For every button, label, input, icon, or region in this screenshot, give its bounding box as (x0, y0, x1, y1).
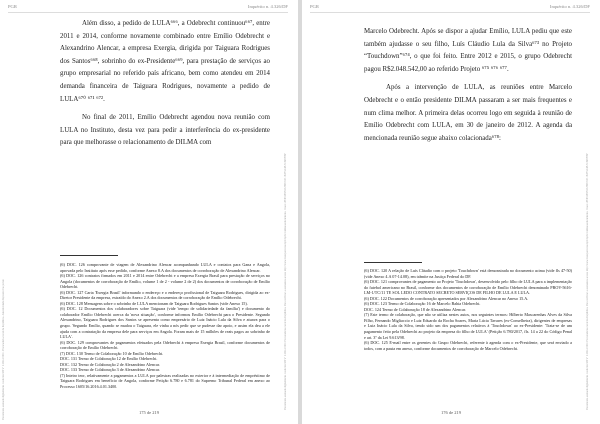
footnote: (6) DOC. 128 Mensagens sobre o sobrinho de LULA mencionam de Taiguara Rodrigues Santos (vide Anexo 15). (60, 300, 248, 306)
footnote: DOC. 132 Termo de Colaboração 2 de Alexandrino Alencar. (60, 361, 160, 367)
footnote-rule (364, 262, 422, 263)
paragraph: Marcelo Odebrecht. Após se dispor a ajudar Emílio, LULA pediu que este também ajudasse o seu filho, Luís Cláudio Lula da Silva⁶⁷³ no Projeto “Touchdown”⁶⁷⁴, o que foi feito. Entre 2012 e 2015, o grupo Odebrecht pagou R$2.048.542,00 ao referido Projeto ⁶⁷⁵ ⁶⁷⁶ ⁶⁷⁷. (364, 28, 572, 73)
footnote: (6) DOC. 120 A relação de Luís Cláudio com o projeto 'Touchdown' está demonstrada no documento acima (vide fls 47-50) (vide Anexo 4.A 07-14.08), em trâmite na Justiça Federal do DF. (364, 268, 572, 279)
footnote: (7) Este termo de colaboração, que não se utiliza nestes autos, nos seguintes termos: Hilberto Mascarenhas Alves da Silva Filho, Fernando Migliaccio e Luiz Eduardo da Rocha Soares, Maria Lúcia Tavares (ex-Conselheira), dirigentes de empresas e Luiz Inácio Lula da Silva, tendo sido um dos pagamentos relativos à 'Touchdown' ao ex-Presidente: 'Trata-se de um pagamento feito pela Odebrecht ao projeto da empresa do filho de LULA' (Petição 6.780/2017, fls. 14 a 22 do Código Penal e art. 3º da Lei 9.613/98. (364, 312, 572, 340)
page-number: 175 de 219 (139, 410, 159, 415)
header-right: Inquérito n. 4.326/DF (247, 4, 288, 9)
header-left: PGR (310, 4, 319, 9)
page-header (8, 4, 288, 9)
paragraph: Após a intervenção de LULA, as reuniões entre Marcelo Odebrecht e o então presidente DILMA passaram a ser mais frequentes e num clima melhor. A primeira delas ocorreu logo em seguida à reunião de Emílio Odebrecht com LULA, em 30 de janeiro de 2012. A agenda da mencionada reunião segue abaixo colacionada⁶⁷⁸: (364, 84, 572, 142)
right-page (302, 0, 600, 424)
header-left: PGR (8, 4, 17, 9)
page-header (310, 4, 590, 9)
paragraph: No final de 2011, Emílio Odebrecht agendou nova reunião com LULA no Instituto, desta vez para pedir a interferência do ex-presidente para que melhorasse o relacionamento de DILMA com (60, 114, 270, 147)
signature-side-text: Documento assinado digitalmente conforme MP n° 2.200-2/2001 Procuradoria-Geral da República. Para verificar a assinatura acesse http://www.transparencia.mpf.mp.br/validacaodocumento. Chave 2B3D4E5F.6A7B8C9D.1E2F3A4B.5C6D7E8F (586, 153, 589, 410)
footnote: (6) DOC. 122 Documentos de corroboração apresentados por Alexandrino Alencar no Anexo 15.A. (364, 295, 529, 301)
footnote: (6) DOC. 127 Carta 'Exergia Brasil' informando o endereço e o endereço profissional de Taiguara Rodrigues, dirigida ao ex-Diretor Presidente da empresa, extraído do Anexo 2.A dos documentos de corroboração de Emílio Odebrecht. (60, 289, 270, 301)
footnote: (6) DOC. 123 Termo de Colaboração 16 de Marcelo Bahia Odebrecht. (364, 301, 481, 307)
footnote: (6) DOC. 121 comprovantes de pagamento ao Projeto 'Touchdown', desenvolvido pelo filho de LULA para a implementação do futebol americano no Brasil, conforme dos documentos de corroboração de Emílio Odebrecht denominado PROV-5616-LM-1/TC/11 TE SOL LEDO CONTRATO SECRETO SERVIÇOS DE FILHO DE LULA E LULA. (364, 279, 572, 296)
page-number: 176 de 219 (441, 410, 461, 415)
footnotes (364, 268, 572, 351)
footnotes (60, 262, 270, 390)
body-text (60, 18, 270, 150)
footnote: DOC. 131 Termo de Colaboração 12 de Emílio Odebrecht. (60, 356, 158, 362)
footnote-rule (60, 255, 118, 256)
footnote: (7) Inteiro teor, relativamente a pagamentos a LULA por palestras realizadas no exterior e à intermediação de empréstimo de Taiguara Rodrigues em benefício de Angola, conforme Petição 6.780 e 6.781 do Supremo Tribunal Federal em anexo ao Processo 1605/16.2016.4.01.3400. (60, 372, 270, 390)
header-divider (8, 12, 288, 13)
body-text (364, 26, 572, 145)
header-right: Inquérito n. 4.326/DF (549, 4, 590, 9)
header-divider (310, 12, 590, 13)
footnote: (6) DOC. 126 comprovante de viagem de Alexandrino Alencar acompanhando LULA e contatos para Gana e Angola, aprovada pelo Instituto após esse pedido, conforme Anexo 8.A dos documentos de corroboração de Alexandrino Alencar. (60, 262, 270, 273)
left-page (0, 0, 298, 424)
footnote: (6) DOC. 126 contratos firmados em 2011 e 2014 entre Odebrecht e a empresa Exergia Brasil para prestação de serviços no Angola (documentos de corroboração de Emílio, volume 1 de 2 - volume 2 de 2) dos documentos de corroboração de Emílio Odebrecht. (60, 273, 270, 290)
footnote: (6) DOC. 12 Documentos dos colaboradores sobre Taiguara (vide 'tempo de solidariedade da família') e documento do colaborador Emílio Odebrecht acerca da 'nova situação', conforme informou Emílio Odebrecht para o Presidente. Segundo Alexandrino, Taiguara Rodrigues dos Santos se apresenta como empresário de Luiz Inácio Lula da Silva e atuava para o grupo. 'Segundo Emílio, quando se mudou o Taiguara, ele vinha a nós pedir que se pudesse dar apoio, e assim ela deu a ele ajuda com a contratação da empresa dele para serviços em Angola. Foram mais de 15 milhões de reais pagos ao sobrinho de LULA'. (60, 306, 270, 340)
gutter-side-text: Documento assinado digitalmente conforme MP n° 2.200-2/2001. Procuradoria-Geral da República. Autenticidade disponível no portal. (2, 278, 5, 420)
paragraph: Além disso, a pedido de LULA⁶⁶⁶, a Odebrecht continuou⁶⁶⁷, entre 2011 e 2014, conforme novamente combinado entre Emílio Odebrecht e Alexandrino Alencar, a empresa Exergia, dirigida por Taiguara Rodrigues dos Santos⁶⁶⁸, sobrinho do ex-Presidente⁶⁶⁹, para prestação de serviços ao grupo empresarial no referido país africano, bem como atendeu em 2014 demanda financeira de Taiguara Rodrigues, novamente a pedido de LULA⁶⁷⁰ ⁶⁷¹ ⁶⁷². (60, 20, 270, 103)
footnote: (6) DOC. 129 comprovantes de pagamentos efetuados pela Odebrecht à empresa Exergia Brasil, conforme documentos de corroboração de Emílio Odebrecht. (60, 339, 270, 351)
footnote: (7) DOC. 130 Termo de Colaboração 10 de Emílio Odebrecht. (60, 350, 164, 356)
signature-side-text: Documento assinado digitalmente conforme MP n° 2.200-2/2001 Procuradoria-Geral da República. Para verificar a assinatura acesse http://www.transparencia.mpf.mp.br/validacaodocumento. Chave 2B3D4E5F.6A7B8C9D.1E2F3A4B.5C6D7E8F (284, 153, 287, 410)
footnote: DOC. 124 Termo de Colaboração 18 de Alexandrino Alencar. (364, 306, 466, 312)
footnote: DOC. 133 Termo de Colaboração 3 de Alexandrino Alencar. (60, 367, 160, 373)
footnote: (6) DOC. 125 E-mail entre os gerentes do Grupo Odebrecht, referente à agenda com o ex-Presidente, que será enviado a todos, com a pauta em anexo, conforme documentos de corroboração de Marcelo Odebrecht. (364, 340, 572, 351)
